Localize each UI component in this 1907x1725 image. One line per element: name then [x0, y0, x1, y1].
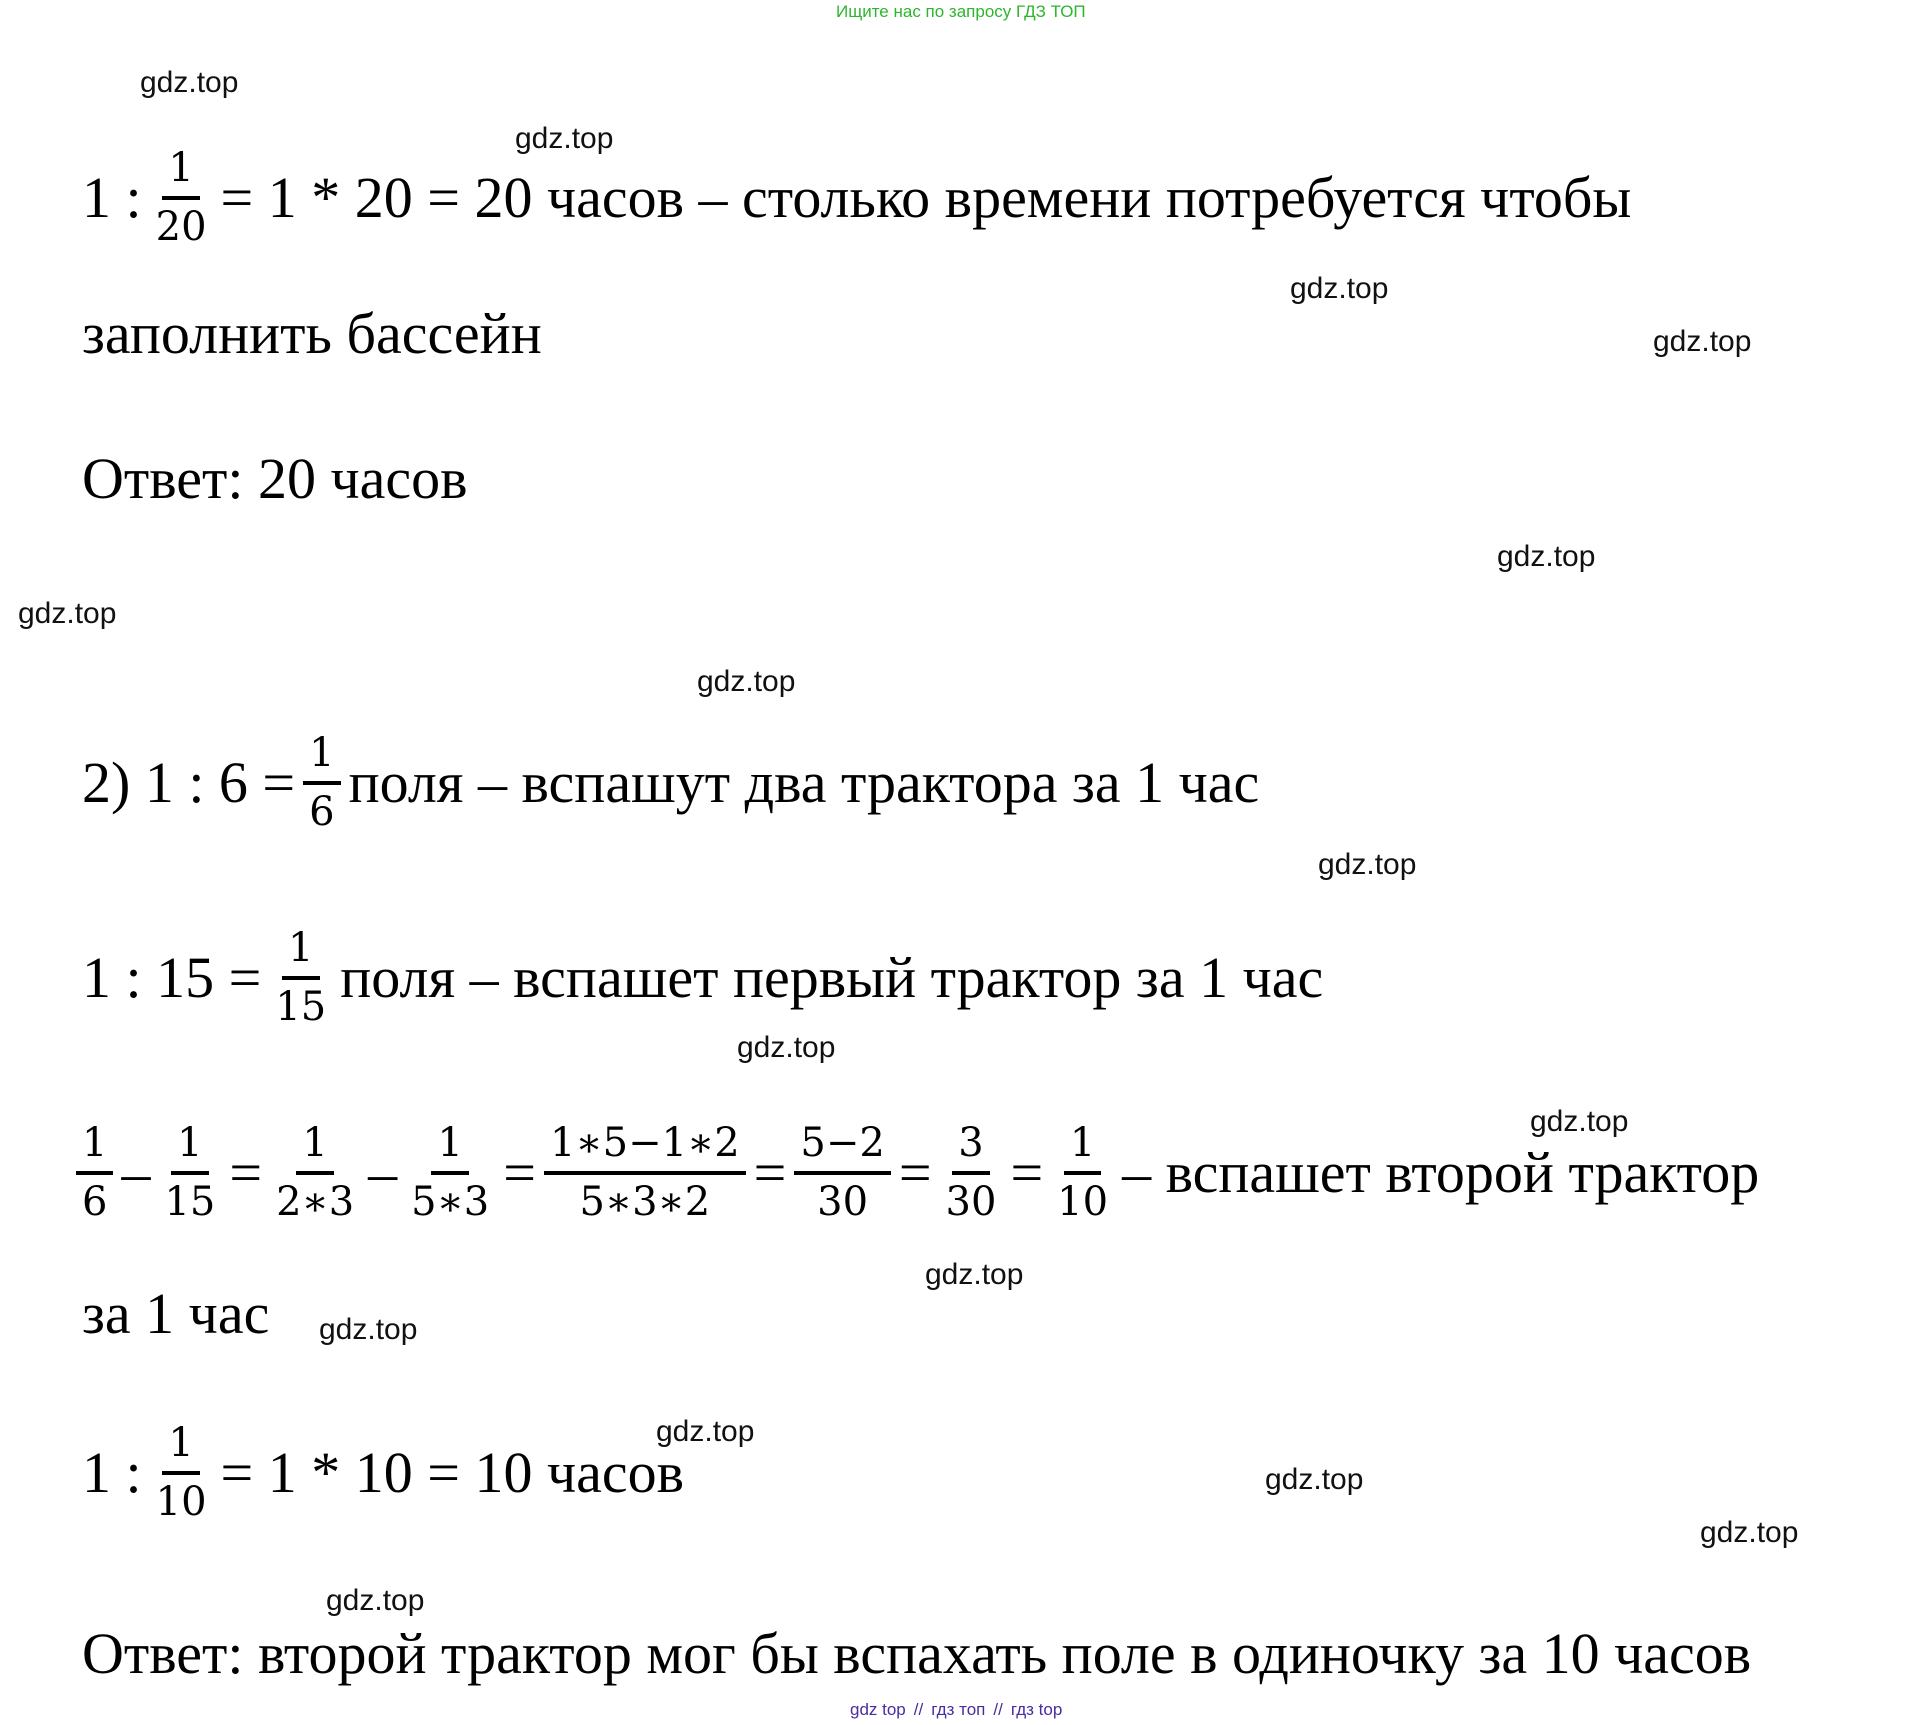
- solution-line-1: [82, 145, 1631, 251]
- fraction: [150, 1420, 213, 1526]
- watermark: gdz.top: [515, 122, 614, 155]
- fraction-numerator: 1: [1064, 1120, 1101, 1175]
- watermark: gdz.top: [656, 1415, 755, 1448]
- line-7-prefix: 1 :: [82, 1440, 142, 1506]
- watermark: gdz.top: [140, 66, 239, 99]
- footer-link[interactable]: гдз топ: [931, 1700, 986, 1719]
- solution-line-2: заполнить бассейн: [82, 301, 542, 366]
- answer-1: Ответ: 20 часов: [82, 446, 468, 511]
- fraction-numerator: 3: [952, 1120, 989, 1175]
- fraction: [940, 1120, 1003, 1226]
- top-banner: Ищите нас по запросу ГДЗ ТОП: [836, 2, 1086, 21]
- line-3-prefix: 2) 1 : 6 =: [82, 750, 296, 816]
- line-5-rest: – вспашет второй трактор: [1122, 1140, 1760, 1206]
- watermark: gdz.top: [1290, 272, 1389, 305]
- answer-2: Ответ: второй трактор мог бы вспахать поле в одиночку за 10 часов: [82, 1621, 1752, 1686]
- line-1-rest: = 1 * 20 = 20 часов – столько времени потребуется чтобы: [220, 165, 1632, 231]
- fraction-numerator: 1∗5−1∗2: [544, 1120, 746, 1175]
- watermark: gdz.top: [326, 1584, 425, 1617]
- line-4-rest: поля – вспашет первый трактор за 1 час: [340, 945, 1324, 1011]
- solution-line-7: [82, 1420, 684, 1526]
- watermark: gdz.top: [1497, 540, 1596, 573]
- fraction: [270, 1120, 360, 1226]
- fraction-denominator: 5∗3: [411, 1179, 490, 1226]
- fraction-numerator: 1: [76, 1120, 113, 1175]
- minus-sign: –: [368, 1140, 398, 1206]
- line-4-prefix: 1 : 15 =: [82, 945, 262, 1011]
- fraction-numerator: 1: [171, 1120, 208, 1175]
- watermark: gdz.top: [925, 1258, 1024, 1291]
- watermark: gdz.top: [1530, 1105, 1629, 1138]
- watermark: gdz.top: [1653, 325, 1752, 358]
- solution-line-6: за 1 час: [82, 1281, 270, 1346]
- watermark: gdz.top: [1318, 848, 1417, 881]
- fraction-denominator: 5∗3∗2: [579, 1179, 711, 1226]
- fraction: [76, 1120, 113, 1226]
- fraction: [303, 730, 340, 836]
- fraction: [405, 1120, 495, 1226]
- fraction-numerator: 1: [296, 1120, 333, 1175]
- fraction-denominator: 10: [155, 1479, 207, 1526]
- fraction: [150, 145, 213, 251]
- solution-line-3: [82, 730, 1259, 836]
- equals-sign: =: [229, 1140, 263, 1206]
- fraction-denominator: 20: [155, 204, 207, 251]
- fraction: [1051, 1120, 1114, 1226]
- watermark: gdz.top: [737, 1031, 836, 1064]
- fraction: [269, 925, 332, 1031]
- fraction: [794, 1120, 890, 1226]
- fraction-denominator: 30: [817, 1179, 869, 1226]
- fraction-numerator: 1: [162, 145, 199, 200]
- footer-link[interactable]: gdz top: [850, 1700, 906, 1719]
- equals-sign: =: [1010, 1140, 1044, 1206]
- watermark: gdz.top: [18, 597, 117, 630]
- watermark: gdz.top: [1700, 1516, 1799, 1549]
- equals-sign: =: [898, 1140, 932, 1206]
- line-7-rest: = 1 * 10 = 10 часов: [220, 1440, 684, 1506]
- equals-sign: =: [503, 1140, 536, 1206]
- solution-line-5: [76, 1120, 1759, 1226]
- fraction-numerator: 1: [282, 925, 319, 980]
- watermark: gdz.top: [319, 1313, 418, 1346]
- fraction: [544, 1120, 746, 1226]
- footer-link[interactable]: гдз top: [1010, 1700, 1063, 1719]
- fraction-numerator: 1: [431, 1120, 468, 1175]
- line-1-prefix: 1 :: [82, 165, 142, 231]
- line-3-rest: поля – вспашут два трактора за 1 час: [348, 750, 1260, 816]
- watermark: gdz.top: [1265, 1463, 1364, 1496]
- minus-sign: –: [121, 1140, 151, 1206]
- footer-separator: //: [993, 1700, 1003, 1719]
- equals-sign: =: [753, 1140, 787, 1206]
- fraction-denominator: 15: [275, 984, 327, 1031]
- fraction-denominator: 10: [1057, 1179, 1109, 1226]
- footer-separator: //: [913, 1700, 924, 1719]
- fraction-denominator: 6: [82, 1179, 108, 1226]
- fraction-numerator: 5−2: [794, 1120, 890, 1175]
- solution-line-4: [82, 925, 1323, 1031]
- fraction-numerator: 1: [162, 1420, 199, 1475]
- watermark: gdz.top: [697, 665, 796, 698]
- fraction-denominator: 6: [309, 789, 335, 836]
- fraction-denominator: 30: [945, 1179, 997, 1226]
- fraction-numerator: 1: [303, 730, 340, 785]
- fraction-denominator: 2∗3: [276, 1179, 355, 1226]
- footer-links: [850, 1700, 1062, 1720]
- fraction: [158, 1120, 221, 1226]
- fraction-denominator: 15: [164, 1179, 216, 1226]
